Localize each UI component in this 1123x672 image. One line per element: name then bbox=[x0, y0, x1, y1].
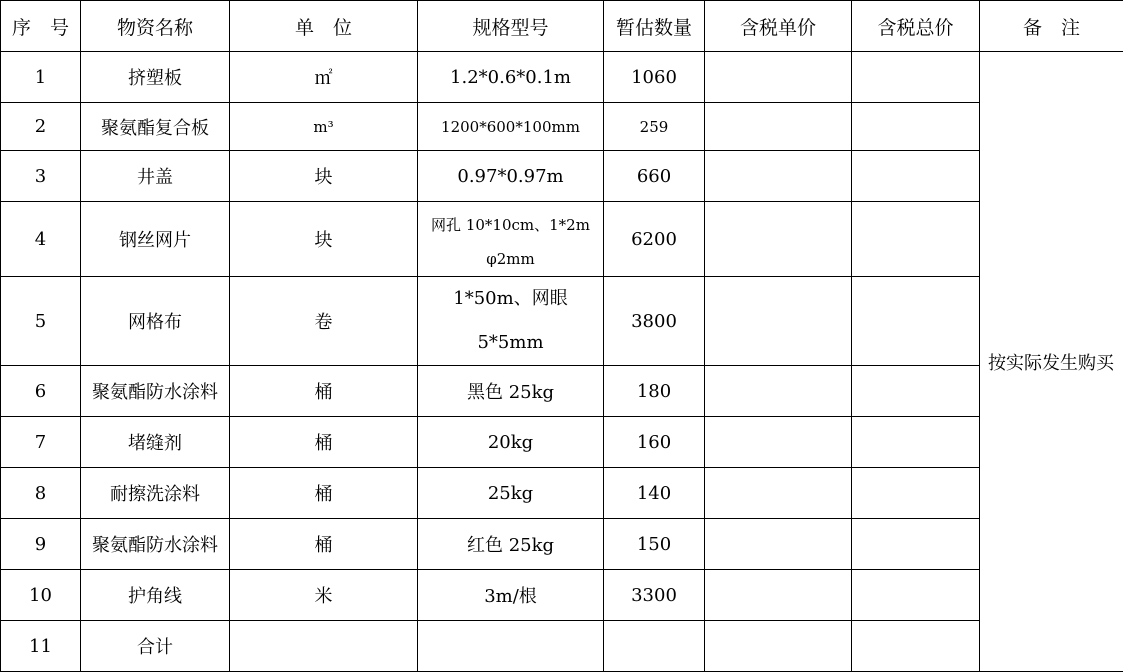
cell-name: 合计 bbox=[81, 621, 230, 672]
cell-qty: 180 bbox=[604, 366, 705, 417]
cell-spec bbox=[418, 277, 604, 366]
cell-no: 11 bbox=[1, 621, 81, 672]
cell-name: 聚氨酯防水涂料 bbox=[81, 366, 230, 417]
cell-price bbox=[705, 202, 852, 277]
cell-unit: 桶 bbox=[230, 417, 418, 468]
cell-spec: 0.97*0.97m bbox=[418, 151, 604, 202]
cell-spec: 1200*600*100mm bbox=[418, 103, 604, 151]
cell-name: 网格布 bbox=[81, 277, 230, 366]
cell-total bbox=[852, 519, 980, 570]
table-row bbox=[1, 417, 1123, 468]
cell-spec: 3m/根 bbox=[418, 570, 604, 621]
cell-unit: 块 bbox=[230, 151, 418, 202]
cell-spec-line2: φ2mm bbox=[422, 245, 599, 273]
cell-total bbox=[852, 103, 980, 151]
cell-unit: ㎡ bbox=[230, 52, 418, 103]
cell-price bbox=[705, 52, 852, 103]
cell-spec: 红色 25kg bbox=[418, 519, 604, 570]
cell-unit: 米 bbox=[230, 570, 418, 621]
cell-no: 6 bbox=[1, 366, 81, 417]
cell-qty: 160 bbox=[604, 417, 705, 468]
cell-name: 堵缝剂 bbox=[81, 417, 230, 468]
cell-qty: 6200 bbox=[604, 202, 705, 277]
header-spec: 规格型号 bbox=[418, 1, 604, 52]
cell-spec: 1.2*0.6*0.1m bbox=[418, 52, 604, 103]
table-row bbox=[1, 151, 1123, 202]
header-total-price: 含税总价 bbox=[852, 1, 980, 52]
cell-total bbox=[852, 417, 980, 468]
remark-cell: 按实际发生购买 bbox=[980, 52, 1123, 672]
cell-name: 聚氨酯防水涂料 bbox=[81, 519, 230, 570]
cell-total bbox=[852, 366, 980, 417]
table-row bbox=[1, 570, 1123, 621]
header-unit: 单 位 bbox=[230, 1, 418, 52]
cell-price bbox=[705, 417, 852, 468]
cell-spec: 20kg bbox=[418, 417, 604, 468]
header-remark: 备 注 bbox=[980, 1, 1123, 52]
table-row bbox=[1, 519, 1123, 570]
header-row bbox=[1, 1, 1123, 52]
cell-name: 挤塑板 bbox=[81, 52, 230, 103]
cell-qty: 1060 bbox=[604, 52, 705, 103]
cell-no: 3 bbox=[1, 151, 81, 202]
cell-no: 8 bbox=[1, 468, 81, 519]
table-row bbox=[1, 366, 1123, 417]
cell-price bbox=[705, 103, 852, 151]
table-row bbox=[1, 277, 1123, 366]
cell-total bbox=[852, 621, 980, 672]
cell-unit: 桶 bbox=[230, 468, 418, 519]
cell-no: 4 bbox=[1, 202, 81, 277]
cell-price bbox=[705, 468, 852, 519]
cell-qty: 259 bbox=[604, 103, 705, 151]
table-row bbox=[1, 52, 1123, 103]
cell-unit: 块 bbox=[230, 202, 418, 277]
cell-name: 耐擦洗涂料 bbox=[81, 468, 230, 519]
cell-price bbox=[705, 570, 852, 621]
cell-unit: 卷 bbox=[230, 277, 418, 366]
header-name: 物资名称 bbox=[81, 1, 230, 52]
table-row bbox=[1, 202, 1123, 277]
cell-qty: 3800 bbox=[604, 277, 705, 366]
cell-price bbox=[705, 277, 852, 366]
cell-no: 1 bbox=[1, 52, 81, 103]
cell-total bbox=[852, 277, 980, 366]
table-row bbox=[1, 103, 1123, 151]
cell-spec-line2: 5*5mm bbox=[422, 321, 599, 365]
cell-unit: m³ bbox=[230, 103, 418, 151]
cell-unit: 桶 bbox=[230, 519, 418, 570]
cell-total bbox=[852, 468, 980, 519]
cell-name: 聚氨酯复合板 bbox=[81, 103, 230, 151]
cell-spec: 25kg bbox=[418, 468, 604, 519]
cell-spec bbox=[418, 202, 604, 277]
cell-spec-line1: 网孔 10*10cm、1*2m bbox=[422, 205, 599, 245]
table-row bbox=[1, 468, 1123, 519]
cell-unit: 桶 bbox=[230, 366, 418, 417]
header-unit-price: 含税单价 bbox=[705, 1, 852, 52]
cell-no: 2 bbox=[1, 103, 81, 151]
cell-spec bbox=[418, 621, 604, 672]
cell-qty: 140 bbox=[604, 468, 705, 519]
cell-no: 9 bbox=[1, 519, 81, 570]
cell-total bbox=[852, 202, 980, 277]
cell-no: 10 bbox=[1, 570, 81, 621]
cell-name: 钢丝网片 bbox=[81, 202, 230, 277]
cell-total bbox=[852, 52, 980, 103]
header-qty: 暂估数量 bbox=[604, 1, 705, 52]
cell-spec-line1: 1*50m、网眼 bbox=[422, 277, 599, 321]
header-seq: 序 号 bbox=[1, 1, 81, 52]
cell-no: 5 bbox=[1, 277, 81, 366]
cell-qty: 660 bbox=[604, 151, 705, 202]
cell-price bbox=[705, 519, 852, 570]
cell-qty: 3300 bbox=[604, 570, 705, 621]
cell-qty: 150 bbox=[604, 519, 705, 570]
cell-price bbox=[705, 621, 852, 672]
cell-qty bbox=[604, 621, 705, 672]
cell-no: 7 bbox=[1, 417, 81, 468]
cell-name: 护角线 bbox=[81, 570, 230, 621]
cell-price bbox=[705, 151, 852, 202]
cell-total bbox=[852, 570, 980, 621]
cell-total bbox=[852, 151, 980, 202]
cell-unit bbox=[230, 621, 418, 672]
cell-price bbox=[705, 366, 852, 417]
table-row bbox=[1, 621, 1123, 672]
cell-name: 井盖 bbox=[81, 151, 230, 202]
cell-spec: 黑色 25kg bbox=[418, 366, 604, 417]
